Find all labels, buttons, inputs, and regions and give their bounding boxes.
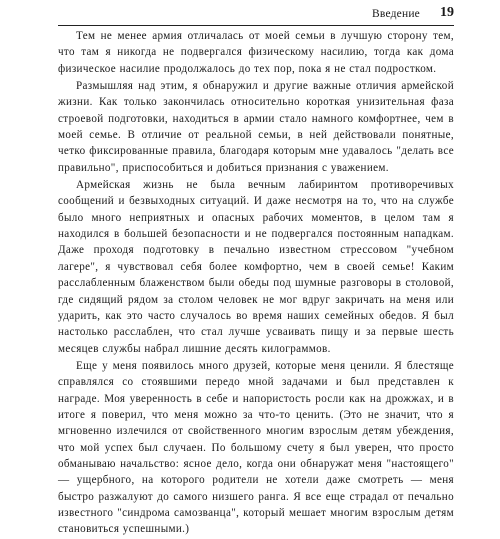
paragraph: Армейская жизнь не была вечным лабиринтом противоречивых сообщений и безвыходных ситуаций. И даже несмотря на то, что на службе было много неприятных и опасных рабочих моментов, в целом там я находился в большей безопасности и не подвергался постоянным нападкам. Даже проходя подготовку в печально известном стрессовом "учебном лагере", я чувствовал себя более комфортно, чем в своей семье! Каким расслабленным блаженством были обеды под шумные разговоры в столовой, где сидящий рядом за столом человек не мог вдруг закричать на меня или ударить, как это часто случалось во время наших семейных обедов. Я был настолько расслаблен, что стал лучше усваивать пищу и за первые шесть месяцев службы набрал лишние десять килограммов. bbox=[58, 179, 454, 355]
paragraph: Размышляя над этим, я обнаружил и другие важные отличия армейской жизни. Как только закончилась относительно короткая унизительная фаза строевой подготовки, находиться в армии стало намного комфортнее, чем в моей семье. В отличие от реальной семьи, в ней действовали понятные, четко фиксированные правила, благодаря которым мне удавалось "делать все правильно", приспособиться и добиться признания с уважением. bbox=[58, 80, 454, 174]
section-title: Введение bbox=[372, 8, 420, 20]
body-text bbox=[58, 28, 454, 539]
paragraph: Тем не менее армия отличалась от моей семьи в лучшую сторону тем, что там я никогда не подвергался физическому насилию, тогда как дома физическое насилие продолжалось до тех пор, пока я не стал подростком. bbox=[58, 30, 454, 75]
page-number: 19 bbox=[440, 5, 454, 20]
paragraph: Еще у меня появилось много друзей, которые меня ценили. Я блестяще справлялся со стоявшими передо мной задачами и был представлен к награде. Моя уверенность в себе и напористость росли как на дрожжах, и в итоге я поверил, что меня можно за что-то ценить. (Это не значит, что я мгновенно излечился от свойственного многим взрослым детям убеждения, что мой успех был случаен. По большому счету я был уверен, что просто обманываю начальство: ясное дело, когда они обнаружат меня "настоящего" — ущербного, на которого родители не хотели даже смотреть — меня быстро разжалуют до самого низшего ранга. Я все еще страдал от печально известного "синдрома самозванца", который мешает многим взрослым детям становиться успешными.) bbox=[58, 359, 454, 536]
running-header bbox=[58, 3, 454, 26]
